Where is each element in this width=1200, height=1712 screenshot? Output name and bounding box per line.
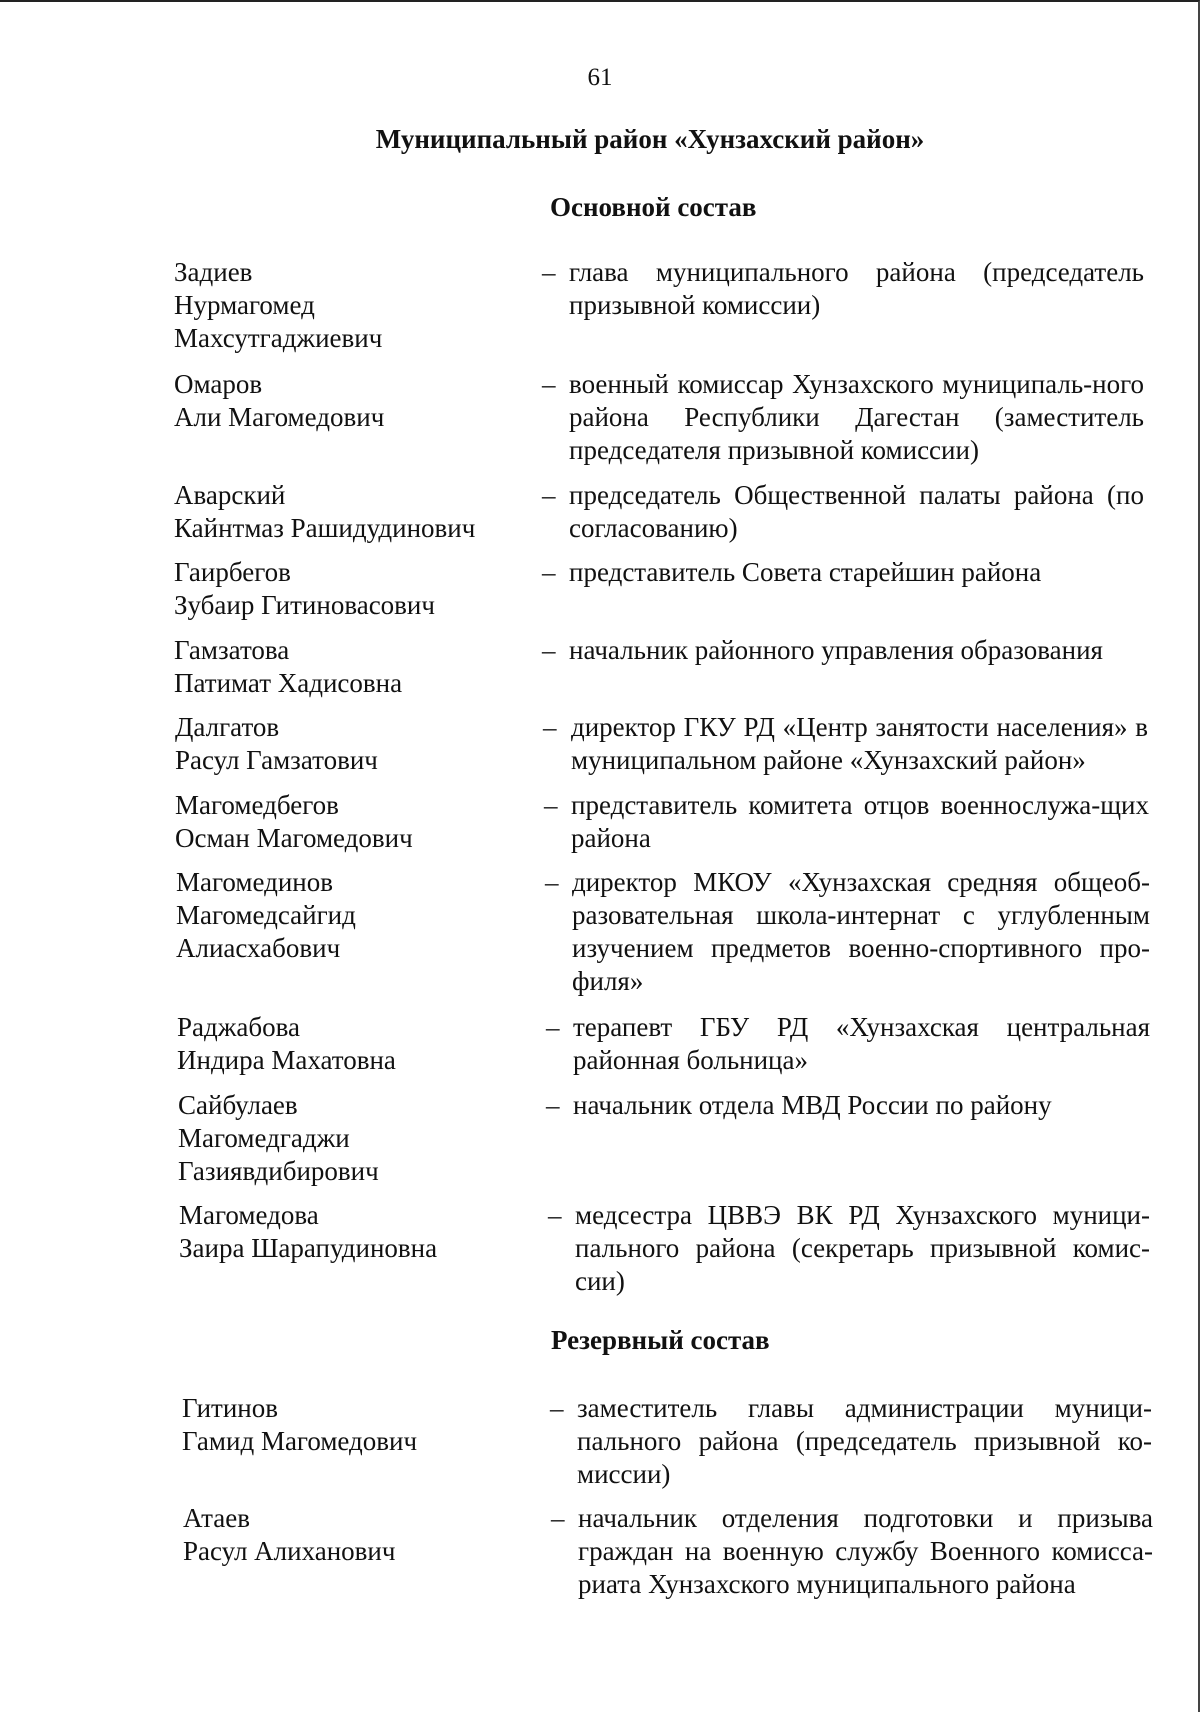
member-role: представитель комитета отцов военнослужа-щих района [571, 790, 1149, 853]
member-role: директор МКОУ «Хунзахская средняя общеоб-разовательная школа-интернат с углубленным изучением предметов военно-спортивного про-филя» [572, 867, 1150, 996]
role-dash: – [544, 790, 558, 820]
role-dash: – [543, 712, 557, 742]
member-role: заместитель главы администрации муници-пального района (председатель призывной ко-миссии) [577, 1393, 1152, 1489]
role-dash: – [542, 369, 556, 399]
member-name: Омаров Али Магомедович [174, 369, 385, 432]
role-dash: – [550, 1393, 564, 1423]
role-dash: – [542, 557, 556, 587]
role-dash: – [546, 1090, 560, 1120]
role-dash: – [542, 257, 556, 287]
member-role: начальник районного управления образования [569, 635, 1103, 665]
role-dash: – [542, 635, 556, 665]
role-dash: – [542, 480, 556, 510]
member-name: Раджабова Индира Махатовна [177, 1012, 396, 1075]
page-number: 61 [587, 64, 613, 91]
member-role: терапевт ГБУ РД «Хунзахская центральная районная больница» [573, 1012, 1150, 1075]
reserve-section-title: Резервный состав [551, 1325, 770, 1355]
member-role: начальник отдела МВД России по району [573, 1090, 1052, 1120]
member-role: начальник отделения подготовки и призыва граждан на военную службу Военного комисса-риата Хунзахского муниципального района [578, 1503, 1153, 1599]
member-name: Магомедбегов Осман Магомедович [175, 790, 413, 853]
member-name: Гамзатова Патимат Хадисовна [174, 635, 403, 698]
member-name: Атаев Расул Алиханович [183, 1503, 396, 1566]
member-name: Задиев Нурмагомед Махсутгаджиевич [174, 257, 383, 353]
member-name: Магомедова Заира Шарапудиновна [179, 1200, 438, 1263]
role-dash: – [546, 1012, 560, 1042]
member-role: представитель Совета старейшин района [569, 557, 1042, 587]
main-section-title: Основной состав [550, 192, 757, 222]
member-role: военный комиссар Хунзахского муниципаль-ного района Республики Дагестан (заместитель председателя призывной комиссии) [569, 369, 1144, 465]
member-name: Гаирбегов Зубаир Гитиновасович [174, 557, 435, 620]
member-role: медсестра ЦВВЭ ВК РД Хунзахского муници-пального района (секретарь призывной комис-сии) [575, 1200, 1150, 1296]
role-dash: – [551, 1503, 565, 1533]
member-role: директор ГКУ РД «Центр занятости населения» в муниципальном районе «Хунзахский район» [571, 712, 1148, 775]
member-name: Гитинов Гамид Магомедович [182, 1393, 418, 1456]
member-name: Сайбулаев Магомедгаджи Газиявдибирович [178, 1090, 379, 1186]
district-title: Муниципальный район «Хунзахский район» [375, 124, 925, 154]
member-role: председатель Общественной палаты района (по согласованию) [569, 480, 1144, 543]
role-dash: – [548, 1200, 562, 1230]
member-name: Аварский Кайнтмаз Рашидудинович [174, 480, 476, 543]
member-name: Далгатов Расул Гамзатович [175, 712, 378, 775]
member-name: Магомединов Магомедсайгид Алиасхабович [176, 867, 356, 963]
member-role: глава муниципального района (председатель призывной комиссии) [569, 257, 1144, 320]
role-dash: – [545, 867, 559, 897]
